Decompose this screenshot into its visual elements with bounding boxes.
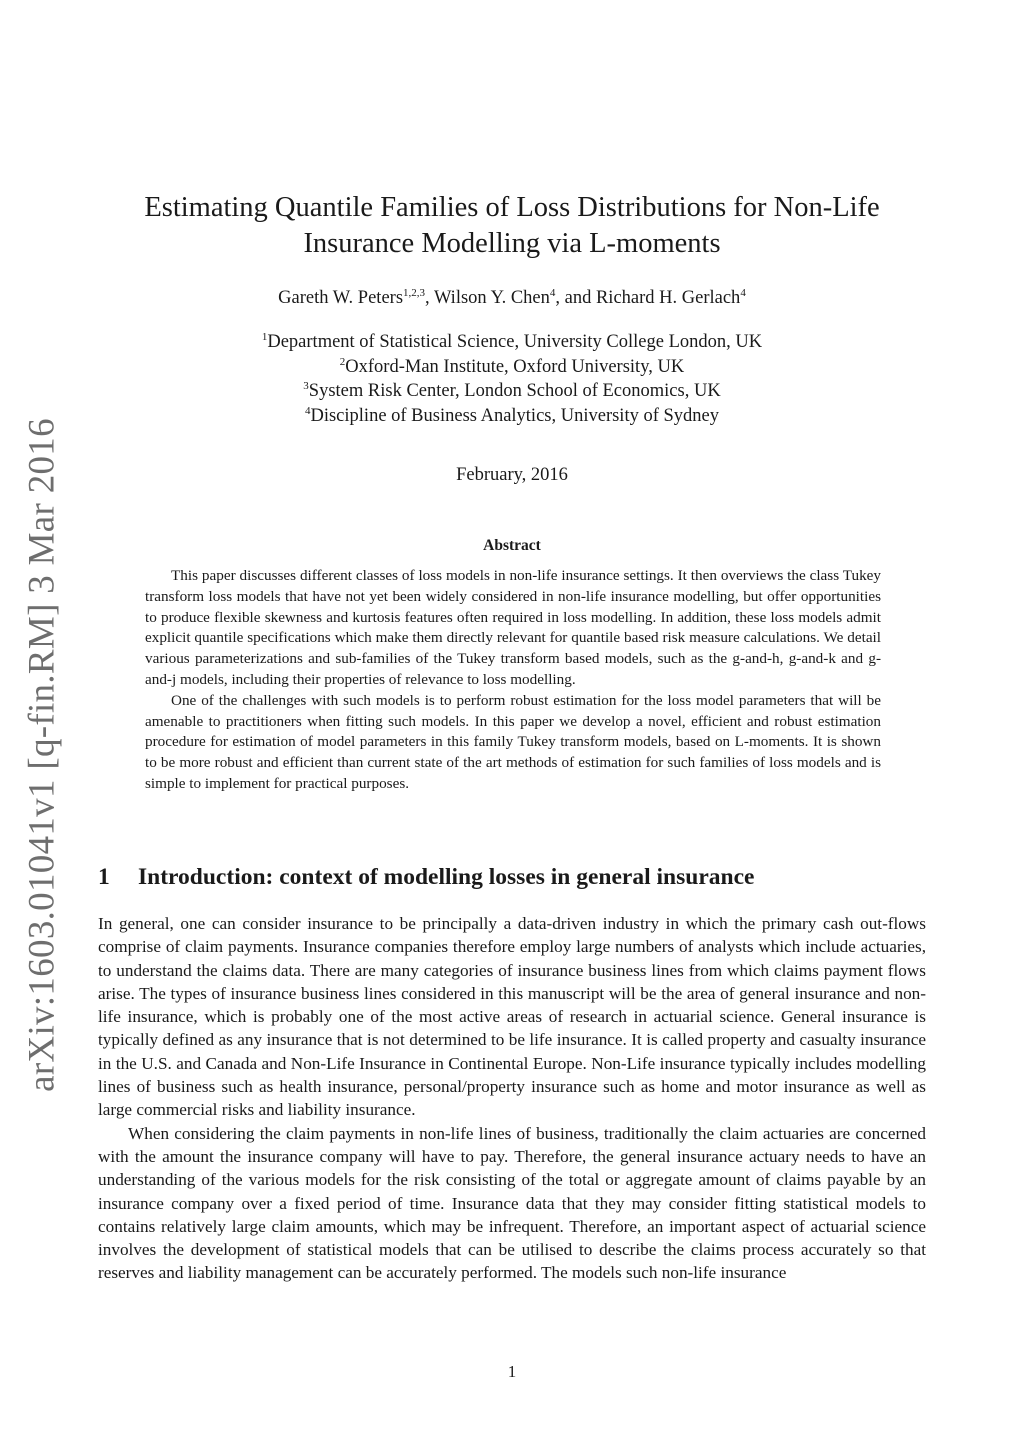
- arxiv-identifier-stamp: arXiv:1603.01041v1 [q-fin.RM] 3 Mar 2016: [21, 418, 63, 1092]
- author-affiliation-marks: 4: [549, 287, 556, 299]
- abstract-paragraph: One of the challenges with such models is to perform robust estimation for the loss model parameters that will be amenable to practitioners when fitting such models. In this paper we develop a novel, efficient and robust estimation procedure for estimation of model parameters in this family Tukey transform models, based on L-moments. It is shown to be more robust and efficient than current state of the art methods of estimation for such families of loss models and is simple to implement for practical purposes.: [145, 691, 881, 792]
- section-body: [98, 912, 926, 1285]
- affiliation: [100, 404, 924, 429]
- body-paragraph: When considering the claim payments in non-life lines of business, traditionally the claim actuaries are concerned with the amount the insurance company will have to pay. Therefore, the general insurance actuary needs to have an understanding of the various models for the risk consisting of the total or aggregate amount of claims payable by an insurance company over a fixed period of time. Insurance data that they may consider fitting statistical models to contains relatively large claim amounts, which may be infrequent. Therefore, an important aspect of actuarial science involves the development of statistical models that can be utilised to describe the claims process accurately so that reserves and liability management can be accurately performed. The models such non-life insurance: [98, 1123, 926, 1283]
- affiliation-mark: 2: [339, 355, 346, 368]
- author-separator: ,: [425, 288, 434, 308]
- affiliation-mark: 4: [304, 404, 311, 417]
- affiliation-list: [100, 330, 924, 428]
- body-paragraph: In general, one can consider insurance to be principally a data-driven industry in which the primary cash out-flows comprise of claim payments. Insurance companies therefore employ large numbers of analysts which include actuaries, to understand the claims data. There are many categories of insurance business lines from which claims payment flows arise. The types of insurance business lines considered in this manuscript will be the area of general insurance and non-life insurance, which is probably one of the most active areas of research in actuarial science. General insurance is typically defined as any insurance that is not determined to be life insurance. It is called property and casualty insurance in the U.S. and Canada and Non-Life Insurance in Continental Europe. Non-Life insurance typically includes modelling lines of business such as health insurance, personal/property insurance such as home and motor insurance as well as large commercial risks and liability insurance.: [98, 914, 926, 1120]
- section-title: Introduction: context of modelling losses in general insurance: [138, 864, 755, 890]
- abstract-heading: Abstract: [483, 537, 541, 554]
- author-affiliation-marks: 1,2,3: [403, 287, 426, 299]
- author-name: Wilson Y. Chen: [433, 288, 550, 308]
- affiliation: [100, 355, 924, 380]
- publication-date: February, 2016: [456, 465, 568, 485]
- section-number: 1: [98, 864, 110, 890]
- abstract-paragraph: This paper discusses different classes of loss models in non-life insurance settings. It then overviews the class Tukey transform loss models that have not yet been widely considered in non-life insurance modelling, but offer opportunities to produce flexible skewness and kurtosis features often required in loss modelling. In addition, these loss models admit explicit quantile specifications which make them directly relevant for quantile based risk measure calculations. We detail various parameterizations and sub-families of the Tukey transform based models, such as the g-and-h, g-and-k and g-and-j models, including their properties of relevance to loss modelling.: [145, 567, 881, 688]
- page-number: 1: [507, 1362, 517, 1381]
- affiliation-mark: 3: [303, 380, 309, 392]
- affiliation-text: System Risk Center, London School of Economics, UK: [308, 381, 721, 401]
- affiliation-mark: 1: [261, 331, 268, 343]
- paper-title: [100, 190, 924, 262]
- affiliation-text: Department of Statistical Science, University College London, UK: [267, 332, 763, 352]
- affiliation-text: Discipline of Business Analytics, University of Sydney: [310, 405, 719, 426]
- author-affiliation-marks: 4: [740, 287, 746, 299]
- affiliation: [100, 330, 924, 355]
- affiliation-text: Oxford-Man Institute, Oxford University, UK: [345, 356, 685, 377]
- section-heading: [98, 864, 926, 891]
- author-list: [100, 288, 924, 309]
- author-name: Richard H. Gerlach: [595, 288, 741, 308]
- author-separator: , and: [555, 288, 596, 308]
- title-line-1: Estimating Quantile Families of Loss Distributions for Non-Life: [144, 192, 880, 223]
- author-name: Gareth W. Peters: [278, 288, 404, 308]
- affiliation: [100, 379, 924, 404]
- title-line-2: Insurance Modelling via L-moments: [303, 228, 721, 259]
- abstract-body: [145, 566, 881, 795]
